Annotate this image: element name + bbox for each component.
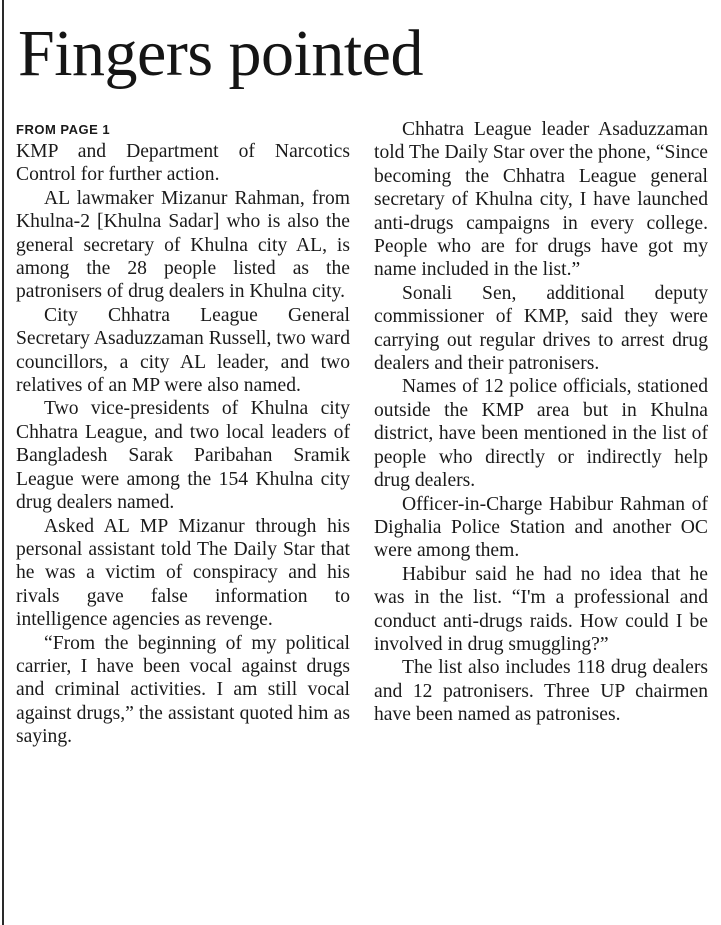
article-column-right <box>374 118 708 727</box>
paragraph: Officer-in-Charge Habibur Rahman of Dighalia Police Station and another OC were among them. <box>374 493 708 562</box>
paragraph: Two vice-presidents of Khulna city Chhatra League, and two local leaders of Bangladesh Sarak Paribahan Sramik League were among the 154 Khulna city drug dealers named. <box>16 398 350 514</box>
paragraph: Habibur said he had no idea that he was in the list. “I'm a professional and conduct anti-drugs raids. How could I be involved in drug smuggling?” <box>374 563 708 655</box>
column-rule <box>2 0 4 925</box>
dateline: FROM PAGE 1 <box>16 122 111 137</box>
paragraph: KMP and Department of Narcotics Control for further action. <box>16 141 350 186</box>
paragraph: Chhatra League leader Asaduzzaman told The Daily Star over the phone, “Since becoming the Chhatra League general secretary of Khulna city, I have launched anti-drugs campaigns in every college. People who are for drugs have got my name included in the list.” <box>374 119 708 281</box>
paragraph: Asked AL MP Mizanur through his personal assistant told The Daily Star that he was a victim of conspiracy and his rivals gave false information to intelligence agencies as revenge. <box>16 515 350 631</box>
paragraph: Sonali Sen, additional deputy commissioner of KMP, said they were carrying out regular drives to arrest drug dealers and their patronisers. <box>374 282 708 375</box>
paragraph: “From the beginning of my political carrier, I have been vocal against drugs and criminal activities. I am still vocal against drugs,” the assistant quoted him as saying. <box>16 632 350 748</box>
article-column-left <box>16 118 350 749</box>
headline: Fingers pointed <box>18 17 423 90</box>
paragraph: AL lawmaker Mizanur Rahman, from Khulna-2 [Khulna Sadar] who is also the general secretary of Khulna city AL, is among the 28 people listed as the patronisers of drug dealers in Khulna city. <box>16 187 350 303</box>
paragraph: The list also includes 118 drug dealers and 12 patronisers. Three UP chairmen have been named as patronises. <box>374 657 708 726</box>
paragraph: Names of 12 police officials, stationed outside the KMP area but in Khulna district, have been mentioned in the list of people who directly or indirectly help drug dealers. <box>374 376 708 492</box>
paragraph: City Chhatra League General Secretary Asaduzzaman Russell, two ward councillors, a city AL leader, and two relatives of an MP were also named. <box>16 304 350 397</box>
